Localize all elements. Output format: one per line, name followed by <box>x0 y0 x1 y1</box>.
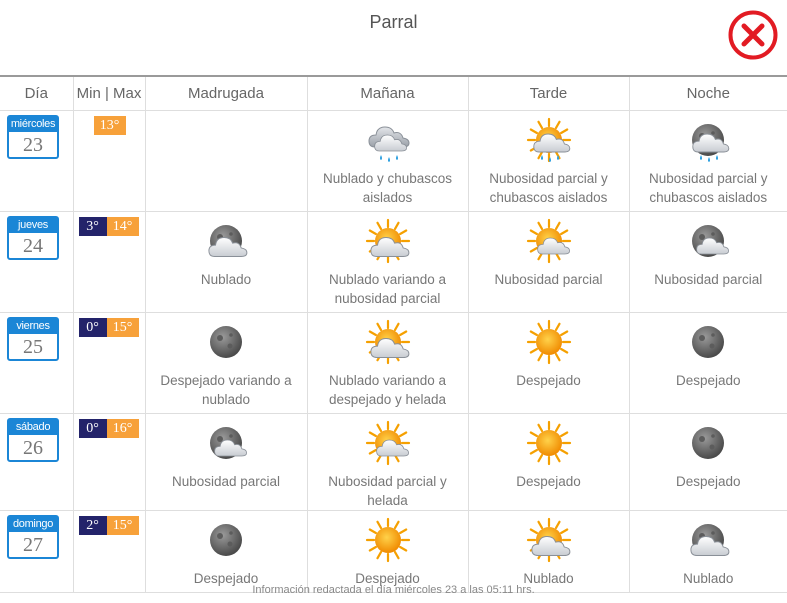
day-cell <box>0 212 73 313</box>
day-cell <box>0 313 73 414</box>
day-badge <box>7 216 59 260</box>
forecast-description: Despejado <box>675 373 741 388</box>
min-temp: 0° <box>79 419 107 438</box>
moon-cloudy-icon <box>201 216 251 266</box>
forecast-cell-tarde <box>468 111 629 212</box>
minmax-cell <box>73 511 145 593</box>
minmax-cell <box>73 313 145 414</box>
day-badge <box>7 317 59 361</box>
forecast-description: Despejado <box>516 474 581 489</box>
forecast-description: Nubosidad parcial y chubascos aislados <box>648 171 768 205</box>
sun-partly-cloudy-icon <box>524 216 574 266</box>
day-date: 25 <box>23 336 43 358</box>
forecast-description: Nubosidad parcial y helada <box>328 474 447 508</box>
forecast-cell-madrugada <box>145 511 307 593</box>
forecast-cell-manana <box>307 511 468 593</box>
forecast-table <box>0 77 787 593</box>
sun-cloud-rain-icon <box>524 115 574 165</box>
forecast-cell-tarde <box>468 212 629 313</box>
forecast-description: Nubosidad parcial y chubascos aislados <box>489 171 608 205</box>
forecast-cell-manana <box>307 414 468 511</box>
sun-icon <box>524 317 574 367</box>
minmax-cell <box>73 414 145 511</box>
forecast-description: Nublado <box>523 571 574 586</box>
page-title: Parral <box>369 12 418 32</box>
forecast-description: Despejado variando a nublado <box>160 373 292 407</box>
forecast-cell-madrugada <box>145 313 307 414</box>
day-name: miércoles <box>10 118 56 130</box>
temperature-range <box>79 516 139 535</box>
forecast-cell-noche <box>629 212 787 313</box>
table-row <box>0 212 787 313</box>
day-name: domingo <box>9 517 57 532</box>
sun-partly-cloudy-icon <box>363 418 413 468</box>
temperature-range <box>79 116 126 135</box>
sun-cloudy-icon <box>363 216 413 266</box>
forecast-description: Despejado <box>675 474 741 489</box>
forecast-cell-madrugada <box>145 414 307 511</box>
temperature-range <box>79 318 139 337</box>
col-header-tarde: Tarde <box>468 77 629 111</box>
sun-cloudy-icon <box>524 515 574 565</box>
forecast-description: Nubosidad parcial <box>654 272 763 287</box>
day-date: 27 <box>23 534 43 556</box>
max-temp: 16° <box>107 419 139 438</box>
forecast-description: Despejado <box>355 571 420 586</box>
forecast-cell-noche <box>629 414 787 511</box>
temperature-range <box>79 217 139 236</box>
moon-partly-cloudy-icon <box>201 418 251 468</box>
min-temp: 2° <box>79 516 107 535</box>
day-badge <box>7 515 59 559</box>
sun-icon <box>524 418 574 468</box>
moon-cloudy-icon <box>683 515 733 565</box>
day-date: 23 <box>23 134 43 156</box>
col-header-dia: Día <box>0 77 73 111</box>
table-row <box>0 111 787 212</box>
day-name: jueves <box>9 218 57 233</box>
forecast-cell-manana <box>307 111 468 212</box>
col-header-noche: Noche <box>629 77 787 111</box>
moon-icon <box>201 317 251 367</box>
max-temp: 15° <box>107 516 139 535</box>
forecast-description: Despejado <box>516 373 581 388</box>
forecast-cell-madrugada <box>145 212 307 313</box>
col-header-manana: Mañana <box>307 77 468 111</box>
col-header-minmax: Min | Max <box>73 77 145 111</box>
min-temp: 0° <box>79 318 107 337</box>
forecast-cell-madrugada <box>145 111 307 212</box>
max-temp: 13° <box>94 116 126 135</box>
cloud-showers-icon <box>363 115 413 165</box>
table-row <box>0 511 787 593</box>
day-name: viernes <box>9 319 57 334</box>
forecast-cell-manana <box>307 212 468 313</box>
max-temp: 15° <box>107 318 139 337</box>
table-row <box>0 414 787 511</box>
day-date: 26 <box>23 437 43 459</box>
forecast-description: Nubosidad parcial <box>494 272 603 287</box>
forecast-cell-manana <box>307 313 468 414</box>
forecast-cell-tarde <box>468 511 629 593</box>
table-header-row <box>0 77 787 111</box>
moon-cloud-rain-icon <box>683 115 733 165</box>
forecast-description: Nublado variando a despejado y helada <box>328 373 447 407</box>
sun-cloudy-icon <box>363 317 413 367</box>
forecast-description: Nubosidad parcial <box>171 474 281 489</box>
day-cell <box>0 111 73 212</box>
day-badge <box>7 115 59 159</box>
minmax-cell <box>73 212 145 313</box>
day-badge <box>7 418 59 462</box>
day-cell <box>0 414 73 511</box>
day-name: sábado <box>9 420 57 435</box>
moon-partly-cloudy-icon <box>683 216 733 266</box>
footer-note: Información redactada el día miércoles 23 a las 05:11 hrs. <box>252 584 535 596</box>
forecast-description: Despejado <box>193 571 259 586</box>
temperature-range <box>79 419 139 438</box>
forecast-description: Nublado variando a nubosidad parcial <box>328 272 447 306</box>
max-temp: 14° <box>107 217 139 236</box>
minmax-cell <box>73 111 145 212</box>
forecast-description: Nublado y chubascos aislados <box>322 171 453 205</box>
forecast-cell-noche <box>629 111 787 212</box>
moon-icon <box>683 418 733 468</box>
sun-icon <box>363 515 413 565</box>
forecast-cell-tarde <box>468 414 629 511</box>
moon-icon <box>683 317 733 367</box>
min-temp: 3° <box>79 217 107 236</box>
close-icon[interactable] <box>727 9 779 61</box>
forecast-cell-noche <box>629 511 787 593</box>
forecast-description: Nublado <box>683 571 734 586</box>
table-row <box>0 313 787 414</box>
forecast-cell-noche <box>629 313 787 414</box>
moon-icon <box>201 515 251 565</box>
day-cell <box>0 511 73 593</box>
col-header-madrugada: Madrugada <box>145 77 307 111</box>
day-date: 24 <box>23 235 43 257</box>
forecast-description: Nublado <box>200 272 252 287</box>
forecast-cell-tarde <box>468 313 629 414</box>
